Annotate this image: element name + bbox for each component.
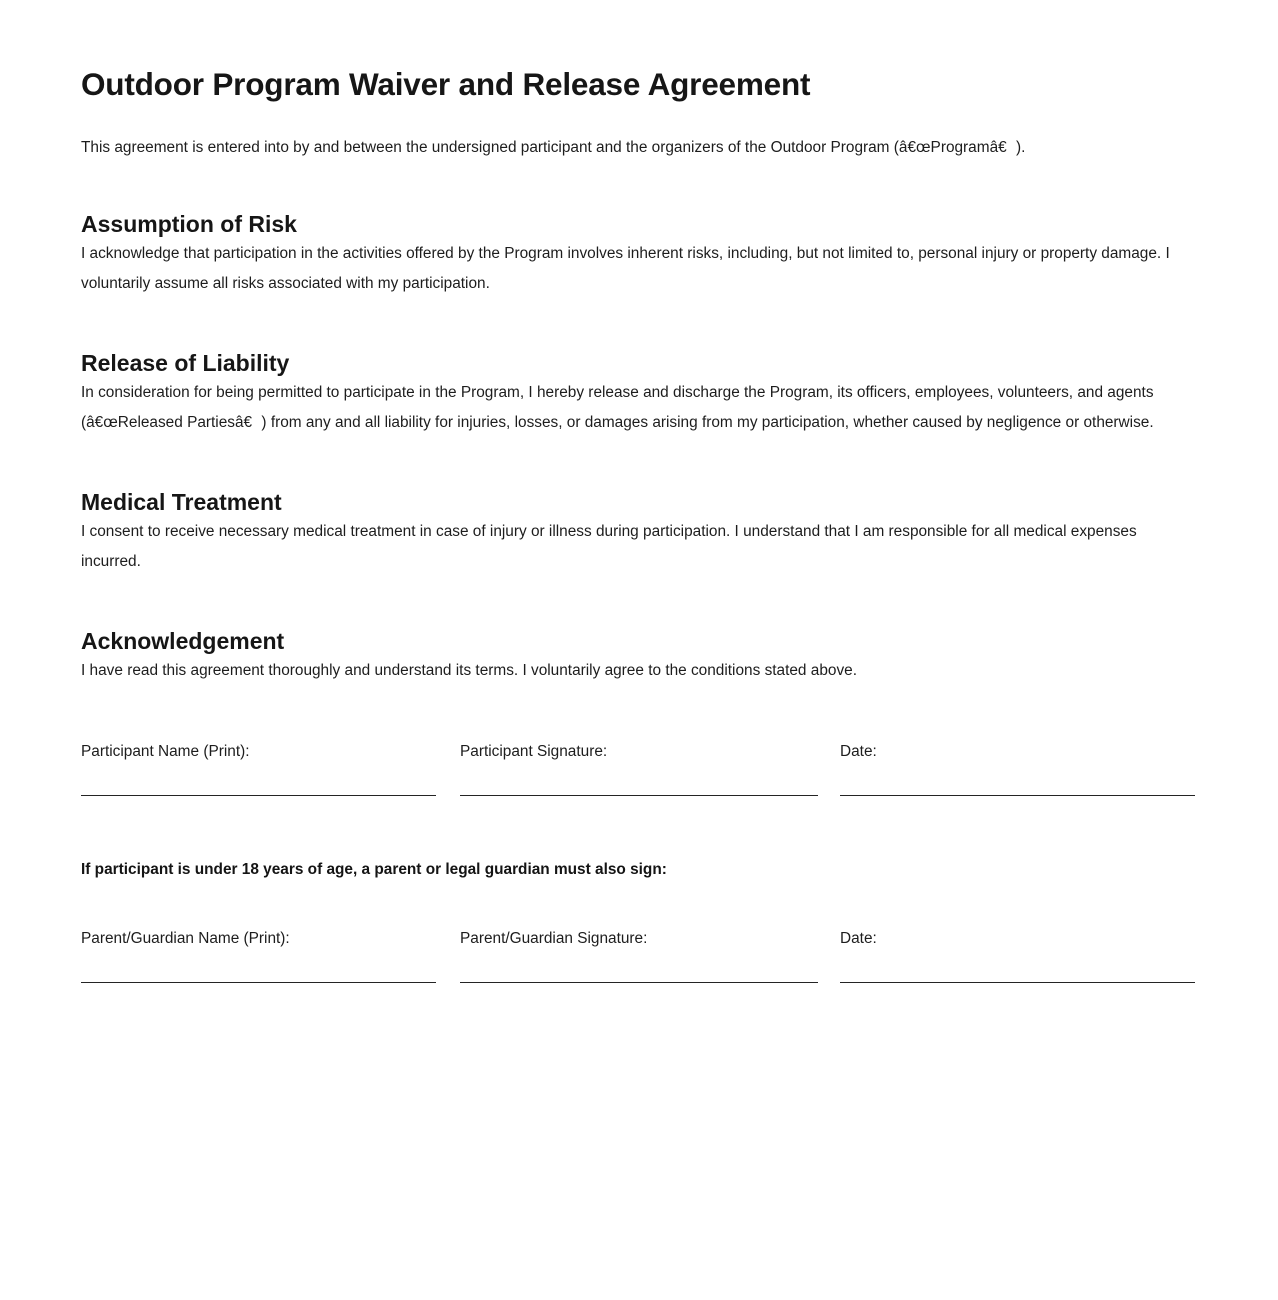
page-title: Outdoor Program Waiver and Release Agreement: [81, 66, 811, 102]
section-heading-assumption-of-risk: Assumption of Risk: [81, 211, 297, 238]
guardian-signature-line[interactable]: [460, 982, 818, 983]
section-body-release-of-liability: In consideration for being permitted to participate in the Program, I hereby release and discharge the Program, its officers, employees, volunteers, and agents (â€œReleased Partiesâ€) from any and all liability for injuries, losses, or damages arising from my participation, whether caused by negligence or otherwise.: [81, 384, 1154, 431]
participant-date-field: [840, 741, 1196, 796]
intro-paragraph: This agreement is entered into by and between the undersigned participant and the organizers of the Outdoor Program (â€œProgramâ€).: [81, 138, 1026, 156]
guardian-name-label: Parent/Guardian Name (Print):: [81, 930, 290, 948]
guardian-name-signature-line[interactable]: [81, 982, 436, 983]
guardian-date-line[interactable]: [840, 982, 1195, 983]
section-body-medical-treatment: I consent to receive necessary medical treatment in case of injury or illness during participation. I understand that I am responsible for all medical expenses incurred.: [81, 522, 1137, 570]
participant-name-field: [81, 741, 460, 796]
guardian-notice: If participant is under 18 years of age, a parent or legal guardian must also sign:: [81, 860, 667, 878]
participant-signature-label: Participant Signature:: [460, 743, 608, 761]
participant-date-line[interactable]: [840, 795, 1195, 796]
participant-signature-field: [460, 741, 840, 796]
guardian-signature-field: [460, 928, 840, 983]
section-body-assumption-of-risk: I acknowledge that participation in the activities offered by the Program involves inherent risks, including, but not limited to, personal injury or property damage. I voluntarily assume all risks associated with my participation.: [81, 245, 1170, 292]
participant-name-label: Participant Name (Print):: [81, 743, 250, 761]
participant-signature-row: [81, 741, 1196, 796]
participant-signature-line[interactable]: [460, 795, 818, 796]
guardian-date-field: [840, 928, 1196, 983]
participant-name-signature-line[interactable]: [81, 795, 436, 796]
guardian-signature-label: Parent/Guardian Signature:: [460, 930, 648, 948]
section-body-acknowledgement: I have read this agreement thoroughly and understand its terms. I voluntarily agree to the conditions stated above.: [81, 661, 857, 679]
section-heading-medical-treatment: Medical Treatment: [81, 489, 282, 516]
participant-date-label: Date:: [840, 743, 877, 761]
guardian-name-field: [81, 928, 460, 983]
section-heading-release-of-liability: Release of Liability: [81, 350, 290, 377]
section-heading-acknowledgement: Acknowledgement: [81, 628, 285, 655]
guardian-signature-row: [81, 928, 1196, 983]
guardian-date-label: Date:: [840, 930, 877, 948]
